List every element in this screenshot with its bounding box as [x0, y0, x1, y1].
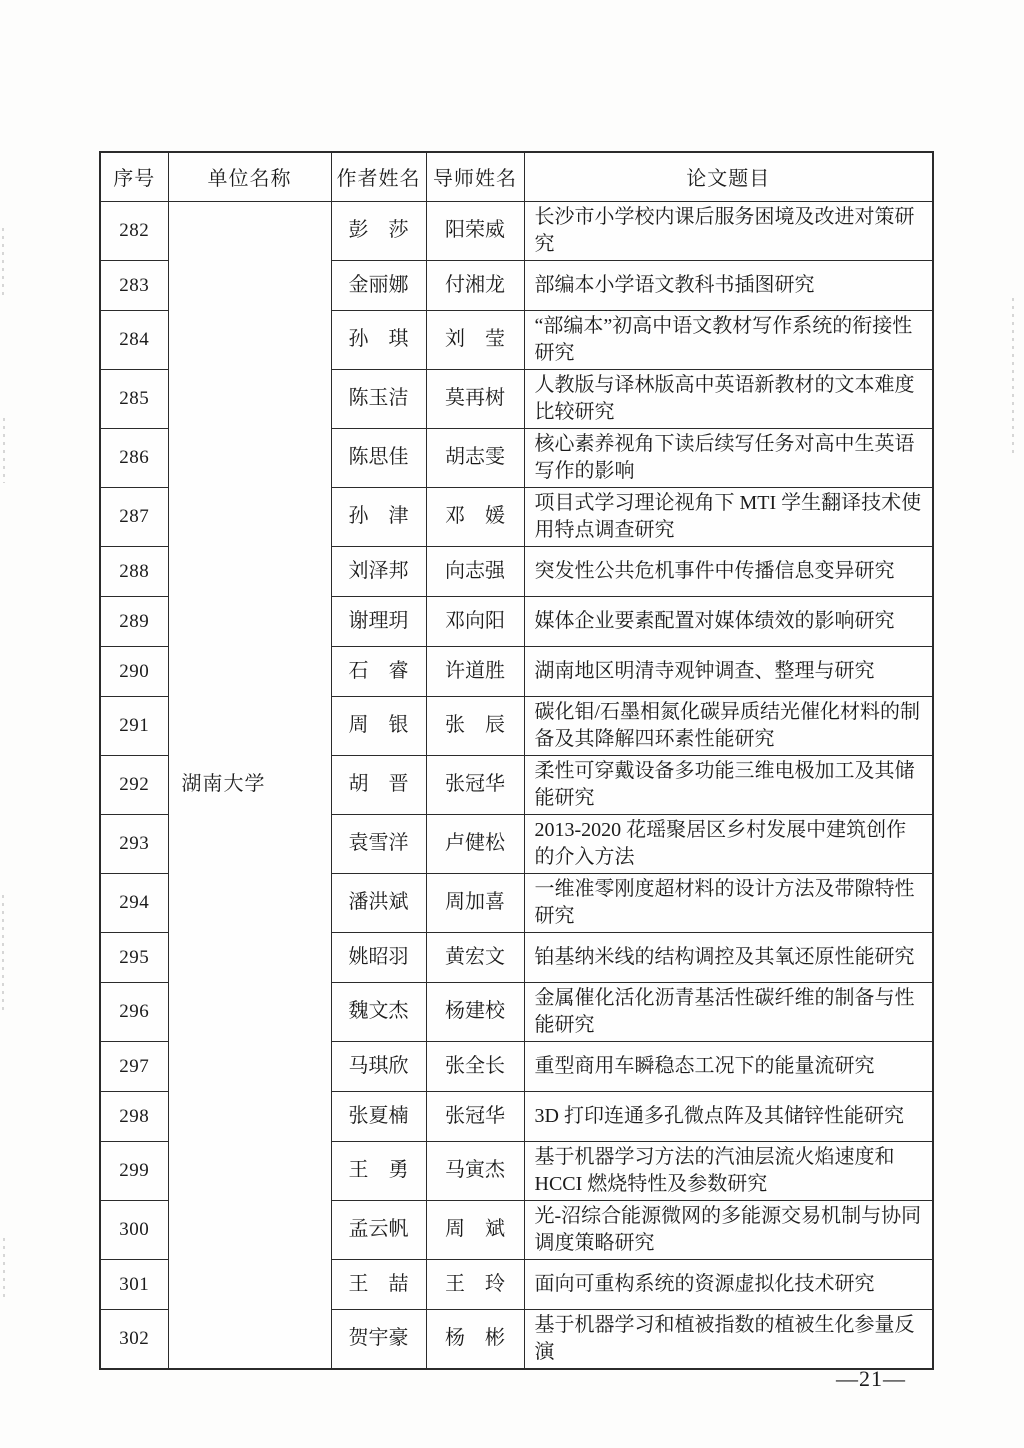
- row-number-cell: 301: [100, 1259, 168, 1309]
- advisor-cell: 阳荣威: [426, 201, 524, 260]
- row-number-cell: 285: [100, 369, 168, 428]
- header-author-name: 作者姓名: [331, 152, 426, 201]
- row-number-cell: 288: [100, 546, 168, 596]
- title-cell: 媒体企业要素配置对媒体绩效的影响研究: [524, 596, 933, 646]
- advisor-cell: 黄宏文: [426, 932, 524, 982]
- page-number: —21—: [836, 1366, 906, 1391]
- author-cell: 袁雪洋: [331, 814, 426, 873]
- row-number-cell: 286: [100, 428, 168, 487]
- row-number-cell: 284: [100, 310, 168, 369]
- author-cell: 孟云帆: [331, 1200, 426, 1259]
- advisor-cell: 张 辰: [426, 696, 524, 755]
- scan-artifact: [3, 418, 5, 483]
- author-cell: 马琪欣: [331, 1041, 426, 1091]
- author-cell: 孙 琪: [331, 310, 426, 369]
- advisor-cell: 莫再树: [426, 369, 524, 428]
- table-row: [100, 201, 933, 260]
- author-cell: 张夏楠: [331, 1091, 426, 1141]
- advisor-cell: 王 玲: [426, 1259, 524, 1309]
- title-cell: 人教版与译林版高中英语新教材的文本难度比较研究: [524, 369, 933, 428]
- author-cell: 陈思佳: [331, 428, 426, 487]
- row-number-cell: 300: [100, 1200, 168, 1259]
- row-number-cell: 283: [100, 260, 168, 310]
- row-number-cell: 296: [100, 982, 168, 1041]
- advisor-cell: 向志强: [426, 546, 524, 596]
- row-number-cell: 293: [100, 814, 168, 873]
- scan-artifact: [1012, 298, 1014, 458]
- header-institution: 单位名称: [168, 152, 331, 201]
- author-cell: 胡 晋: [331, 755, 426, 814]
- advisor-cell: 张全长: [426, 1041, 524, 1091]
- title-cell: 项目式学习理论视角下 MTI 学生翻译技术使用特点调查研究: [524, 487, 933, 546]
- author-cell: 王 喆: [331, 1259, 426, 1309]
- advisor-cell: 许道胜: [426, 646, 524, 696]
- row-number-cell: 297: [100, 1041, 168, 1091]
- header-advisor-name: 导师姓名: [426, 152, 524, 201]
- row-number-cell: 292: [100, 755, 168, 814]
- title-cell: 金属催化活化沥青基活性碳纤维的制备与性能研究: [524, 982, 933, 1041]
- advisor-cell: 周加喜: [426, 873, 524, 932]
- header-serial-number: 序号: [100, 152, 168, 201]
- advisor-cell: 张冠华: [426, 755, 524, 814]
- row-number-cell: 289: [100, 596, 168, 646]
- row-number-cell: 294: [100, 873, 168, 932]
- author-cell: 金丽娜: [331, 260, 426, 310]
- title-cell: 重型商用车瞬稳态工况下的能量流研究: [524, 1041, 933, 1091]
- author-cell: 彭 莎: [331, 201, 426, 260]
- author-cell: 石 睿: [331, 646, 426, 696]
- author-cell: 周 银: [331, 696, 426, 755]
- table-header-row: [100, 152, 933, 201]
- advisor-cell: 付湘龙: [426, 260, 524, 310]
- author-cell: 姚昭羽: [331, 932, 426, 982]
- advisor-cell: 邓 媛: [426, 487, 524, 546]
- title-cell: 光-沼综合能源微网的多能源交易机制与协同调度策略研究: [524, 1200, 933, 1259]
- row-number-cell: 298: [100, 1091, 168, 1141]
- title-cell: 铂基纳米线的结构调控及其氧还原性能研究: [524, 932, 933, 982]
- advisor-cell: 张冠华: [426, 1091, 524, 1141]
- advisor-cell: 刘 莹: [426, 310, 524, 369]
- row-number-cell: 291: [100, 696, 168, 755]
- row-number-cell: 302: [100, 1309, 168, 1369]
- author-cell: 魏文杰: [331, 982, 426, 1041]
- advisor-cell: 杨建校: [426, 982, 524, 1041]
- title-cell: 碳化钼/石墨相氮化碳异质结光催化材料的制备及其降解四环素性能研究: [524, 696, 933, 755]
- title-cell: 面向可重构系统的资源虚拟化技术研究: [524, 1259, 933, 1309]
- author-cell: 谢理玥: [331, 596, 426, 646]
- scan-artifact: [2, 895, 4, 1010]
- title-cell: 2013-2020 花瑶聚居区乡村发展中建筑创作的介入方法: [524, 814, 933, 873]
- advisor-cell: 卢健松: [426, 814, 524, 873]
- title-cell: 湖南地区明清寺观钟调查、整理与研究: [524, 646, 933, 696]
- row-number-cell: 295: [100, 932, 168, 982]
- institution-cell: 湖南大学: [168, 201, 331, 1369]
- title-cell: 部编本小学语文教科书插图研究: [524, 260, 933, 310]
- title-cell: 长沙市小学校内课后服务困境及改进对策研究: [524, 201, 933, 260]
- title-cell: “部编本”初高中语文教材写作系统的衔接性研究: [524, 310, 933, 369]
- row-number-cell: 282: [100, 201, 168, 260]
- title-cell: 一维准零刚度超材料的设计方法及带隙特性研究: [524, 873, 933, 932]
- author-cell: 潘洪斌: [331, 873, 426, 932]
- author-cell: 贺宇豪: [331, 1309, 426, 1369]
- row-number-cell: 299: [100, 1141, 168, 1200]
- advisor-cell: 马寅杰: [426, 1141, 524, 1200]
- scan-artifact: [3, 1238, 5, 1300]
- title-cell: 突发性公共危机事件中传播信息变异研究: [524, 546, 933, 596]
- title-cell: 柔性可穿戴设备多功能三维电极加工及其储能研究: [524, 755, 933, 814]
- title-cell: 3D 打印连通多孔微点阵及其储锌性能研究: [524, 1091, 933, 1141]
- thesis-table: [99, 151, 934, 1370]
- title-cell: 基于机器学习和植被指数的植被生化参量反演: [524, 1309, 933, 1369]
- table-body: [100, 201, 933, 1369]
- advisor-cell: 胡志雯: [426, 428, 524, 487]
- row-number-cell: 290: [100, 646, 168, 696]
- author-cell: 孙 津: [331, 487, 426, 546]
- title-cell: 核心素养视角下读后续写任务对高中生英语写作的影响: [524, 428, 933, 487]
- advisor-cell: 周 斌: [426, 1200, 524, 1259]
- author-cell: 陈玉洁: [331, 369, 426, 428]
- header-thesis-title: 论文题目: [524, 152, 933, 201]
- author-cell: 刘泽邦: [331, 546, 426, 596]
- title-cell: 基于机器学习方法的汽油层流火焰速度和 HCCI 燃烧特性及参数研究: [524, 1141, 933, 1200]
- row-number-cell: 287: [100, 487, 168, 546]
- author-cell: 王 勇: [331, 1141, 426, 1200]
- advisor-cell: 杨 彬: [426, 1309, 524, 1369]
- advisor-cell: 邓向阳: [426, 596, 524, 646]
- scan-artifact: [2, 228, 4, 298]
